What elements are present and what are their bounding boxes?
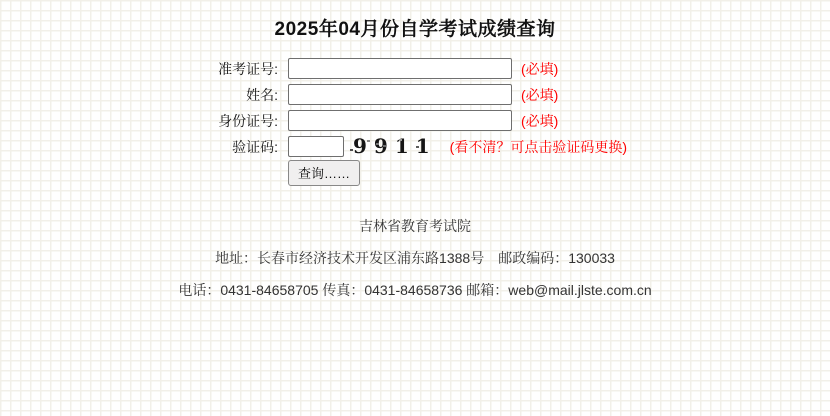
exam-number-required-note: (必填): [521, 60, 559, 77]
exam-number-input[interactable]: [288, 58, 512, 79]
page-title: 2025年04月份自学考试成绩查询: [274, 19, 556, 40]
form-row-submit: [288, 162, 627, 183]
captcha-code: 9911: [353, 134, 437, 158]
id-number-input[interactable]: [288, 110, 512, 131]
name-label: 姓名:: [246, 86, 278, 103]
name-input[interactable]: [288, 84, 512, 105]
captcha-refresh-hint: (看不清？可点击验证码更换): [449, 138, 627, 155]
contact-line: 电话：0431-84658705 传真：0431-84658736 邮箱：web@mail.jlste.com.cn: [178, 282, 652, 298]
name-required-note: (必填): [521, 86, 559, 103]
query-button[interactable]: 查询……: [288, 160, 360, 186]
id-number-label: 身份证号:: [218, 112, 278, 129]
address-line: 地址：长春市经济技术开发区浦东路1388号 邮政编码：130033: [215, 250, 615, 266]
score-query-form: [210, 58, 627, 188]
form-row-exam-number: [210, 58, 627, 79]
id-number-required-note: (必填): [521, 112, 559, 129]
org-name: 吉林省教育考试院: [359, 218, 471, 234]
form-row-id-number: [210, 110, 627, 131]
form-row-captcha: [210, 136, 627, 157]
form-row-name: [210, 84, 627, 105]
exam-number-label: 准考证号:: [218, 60, 278, 77]
captcha-input[interactable]: [288, 136, 344, 157]
captcha-label: 验证码:: [232, 138, 278, 155]
captcha-image[interactable]: [349, 136, 437, 157]
